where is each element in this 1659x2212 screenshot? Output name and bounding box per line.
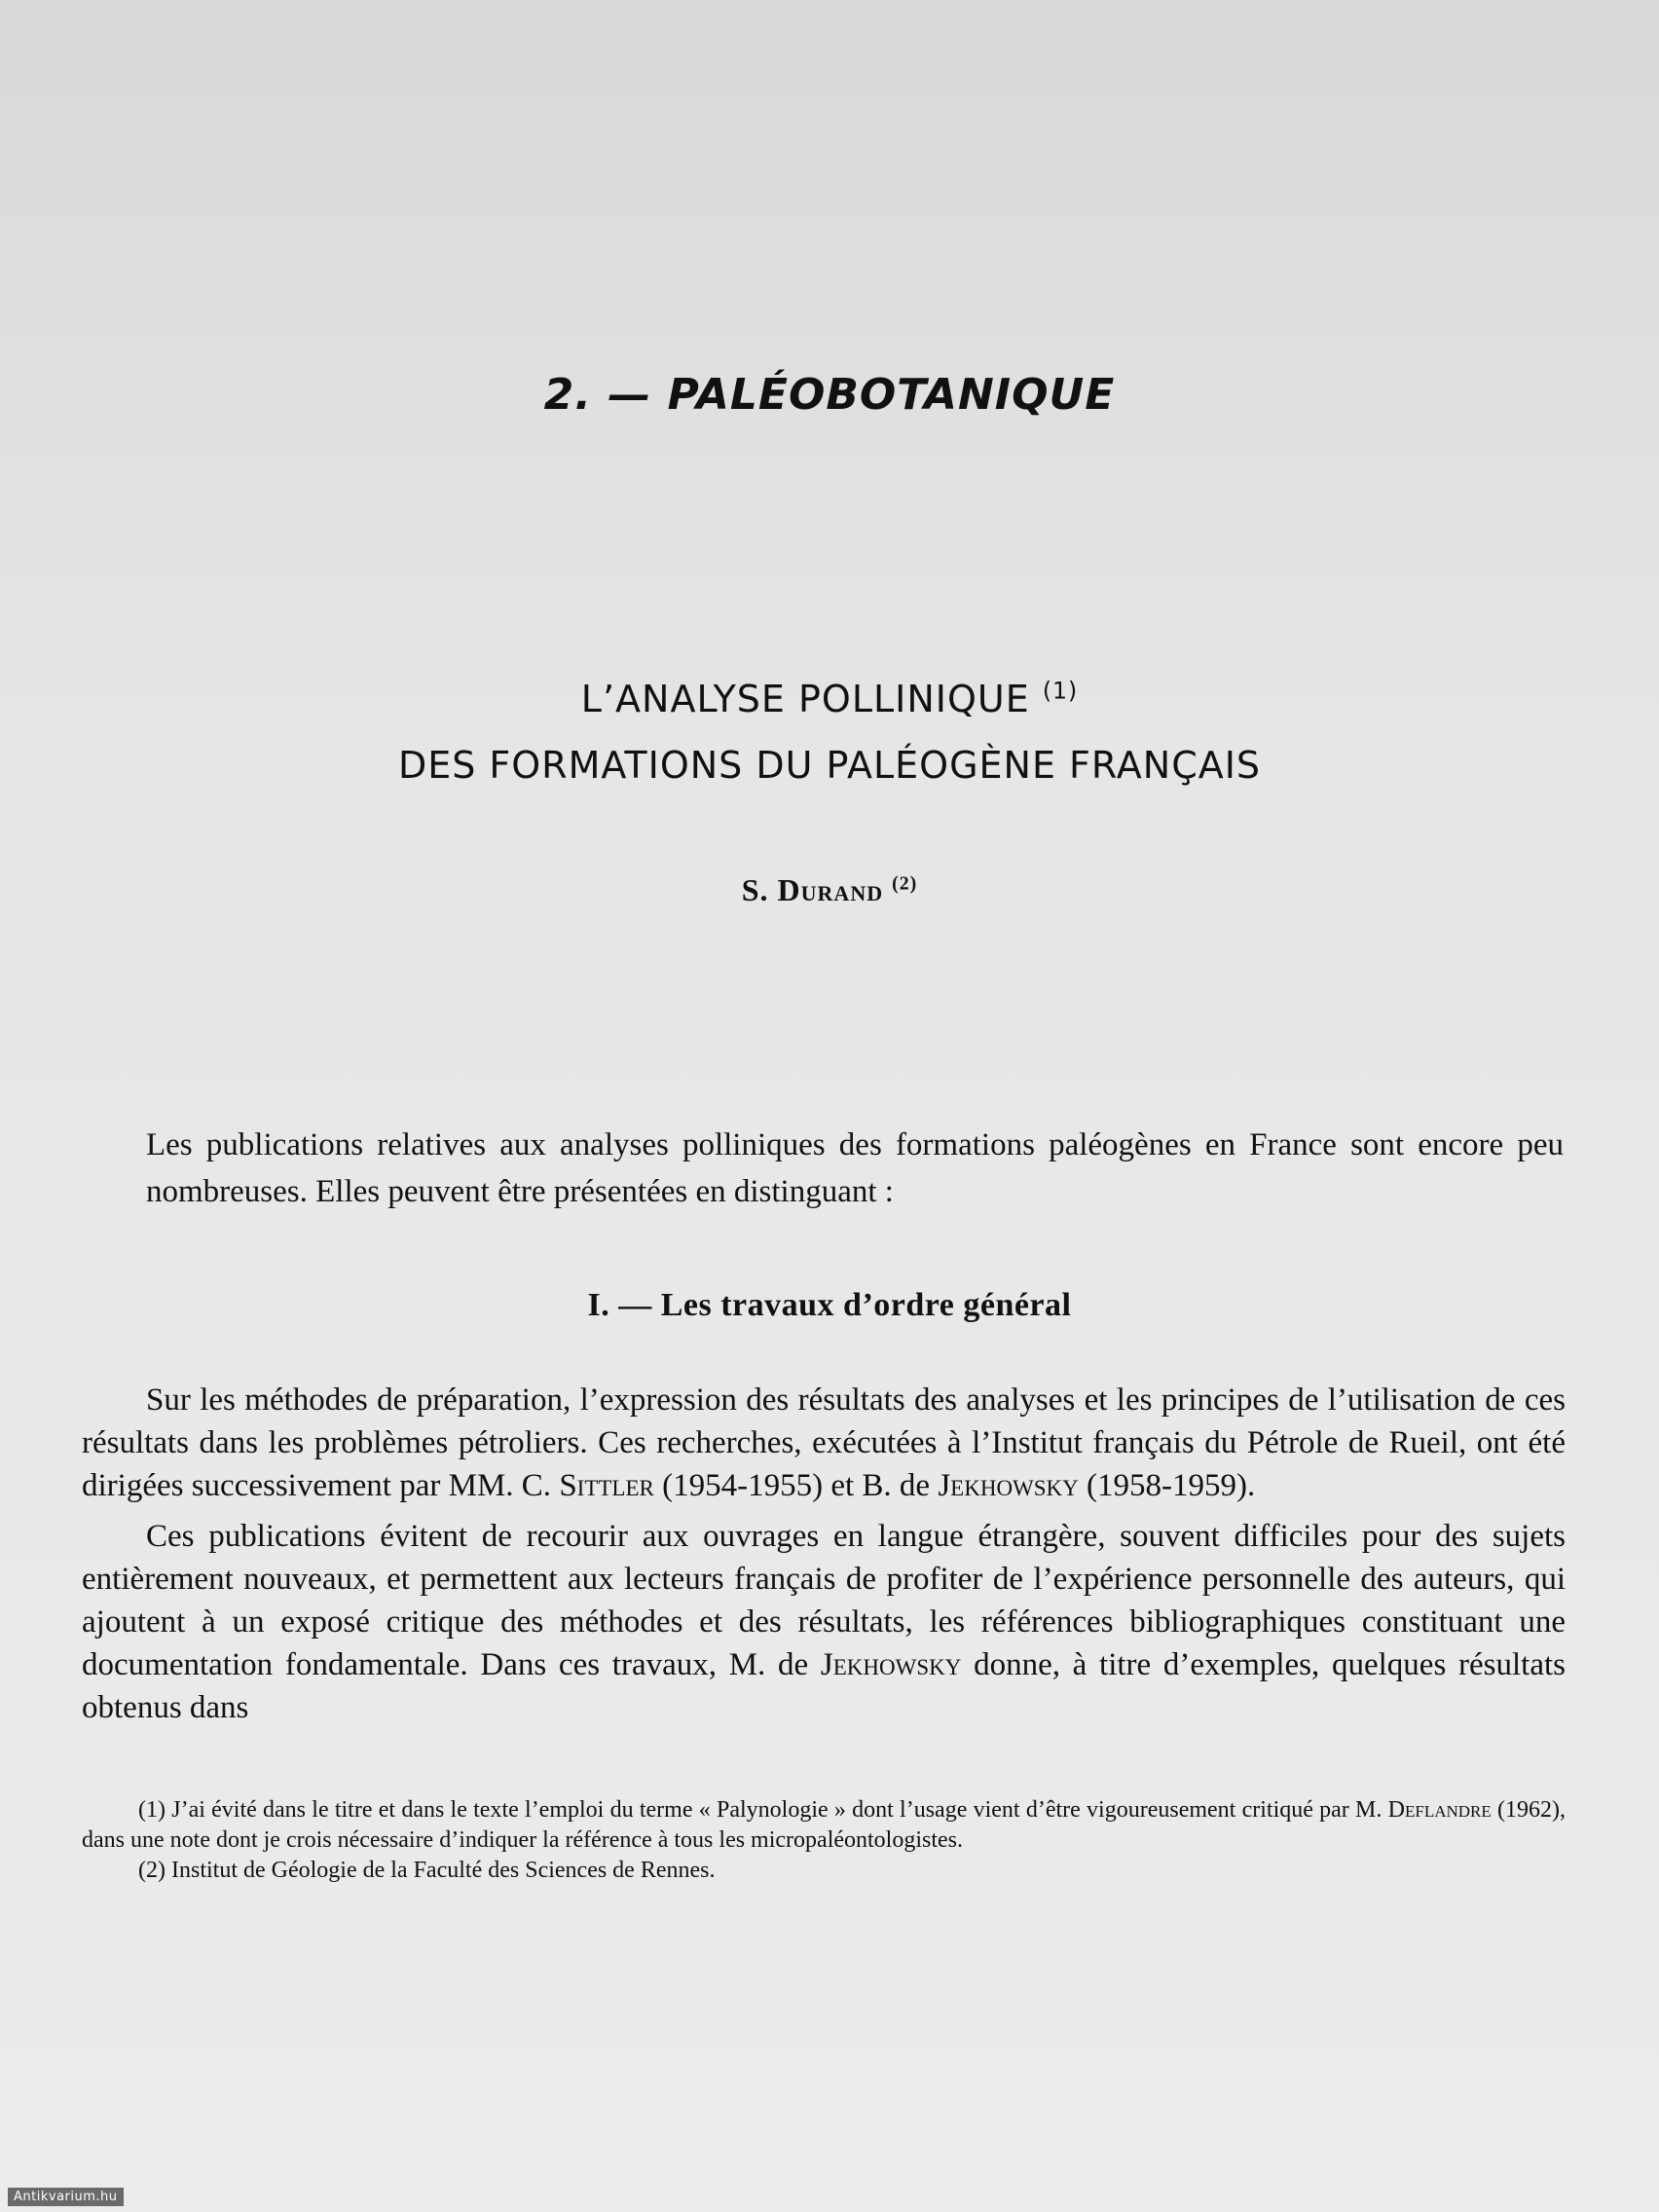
paragraph-publications	[82, 1515, 1566, 1729]
subsection-heading: I. — Les travaux d’ordre général	[587, 1287, 1072, 1323]
footnote-1-text-b: (1962), dans une note dont je crois nécessaire d’indiquer la référence à tous les micropaléontologistes.	[82, 1797, 1567, 1853]
author-surname: Durand	[777, 872, 884, 907]
paragraph-publications-text-a: Ces publications évitent de recourir aux ouvrages en langue étrangère, souvent difficiles pour des sujets entièrement nouveaux, et permettent aux lecteurs français de profiter de l’expérience personnelle des auteurs, qui ajoutent à un exposé critique des méthodes et des résultats, les références bibliographiques constituant une documentation fondamentale. Dans ces travaux, M. de	[82, 1519, 1566, 1682]
footnote-1-text-a: (1) J’ai évité dans le titre et dans le texte l’emploi du terme « Palynologie » dont l’usage vient d’être vigoureusement critiqué par M.	[138, 1797, 1388, 1823]
author-name-jekhowsky-2: Jekhowsky	[820, 1647, 962, 1682]
author-name-deflandre: Deflandre	[1387, 1797, 1492, 1823]
watermark: Antikvarium.hu	[8, 2188, 124, 2206]
paragraph-methods-text-b: (1954-1955) et B. de	[653, 1468, 939, 1503]
paragraph-methods-text-c: (1958-1959).	[1078, 1468, 1256, 1503]
title-footnote-ref: (1)	[1042, 677, 1079, 705]
footnote-2: (2) Institut de Géologie de la Faculté des Sciences de Rennes.	[138, 1858, 716, 1883]
title-text-1: L’ANALYSE POLLINIQUE	[580, 678, 1030, 720]
footnotes	[82, 1795, 1566, 1886]
article-title-line-2: DES FORMATIONS DU PALÉOGÈNE FRANÇAIS	[397, 744, 1262, 787]
footnote-1	[82, 1795, 1566, 1856]
paragraph-publications-text-b: donne, à titre d’exemples, quelques résultats obtenus dans	[82, 1647, 1566, 1725]
article-title-line-1	[0, 678, 1659, 720]
intro-paragraph: Les publications relatives aux analyses polliniques des formations paléogènes en France sont encore peu nombreuses. Elles peuvent être présentées en distinguant :	[146, 1127, 1564, 1209]
paragraph-methods	[82, 1379, 1566, 1507]
body-text	[82, 1379, 1566, 1737]
section-heading: 2. — PALÉOBOTANIQUE	[543, 370, 1116, 420]
author-line	[0, 872, 1659, 908]
author-name-sittler: Sittler	[559, 1468, 654, 1503]
author-footnote-ref: (2)	[892, 872, 918, 895]
author-initial: S.	[741, 872, 769, 907]
author-name-jekhowsky: Jekhowsky	[938, 1468, 1079, 1503]
paragraph-methods-text-a: Sur les méthodes de préparation, l’expression des résultats des analyses et les principes de l’utilisation de ces résultats dans les problèmes pétroliers. Ces recherches, exécutées à l’Institut français du Pétrole de Rueil, ont été dirigées successivement par MM. C.	[82, 1382, 1566, 1503]
